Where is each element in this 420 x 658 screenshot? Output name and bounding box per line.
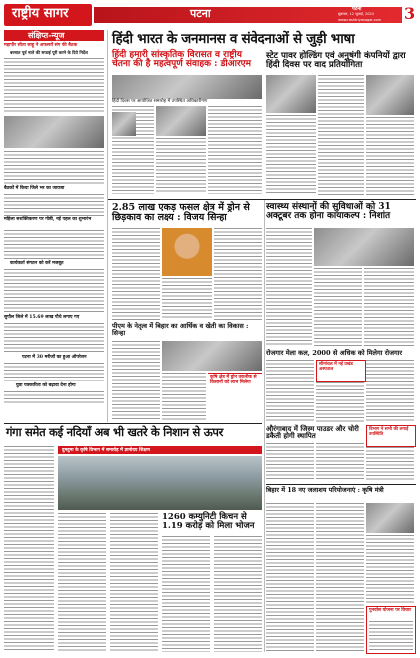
lead-subhead: हिंदी हमारी सांस्कृतिक विरासत व राष्ट्रीय चेतना की है महत्वपूर्ण संवाहक : डीआरएम	[112, 50, 251, 70]
aurangabad-body	[316, 443, 364, 481]
health-body	[364, 268, 414, 346]
ganga-body	[110, 513, 158, 652]
left-column	[4, 30, 104, 405]
bottom-right-body	[366, 535, 414, 603]
brief-subhead: बरसात पूर्व नाले की सफाई पूरी करने के दिये निर्देश	[10, 50, 88, 55]
brief-headline: महिला सशक्तिकरण पर गोष्ठी, नई पहल का शुभारंभ	[4, 217, 92, 222]
middle-quote-caption: कृषि क्षेत्र में ड्रोन तकनीक से किसानों को लाभ मिलेगा	[210, 375, 257, 385]
page-number: 3	[404, 4, 416, 23]
health-body	[266, 228, 312, 346]
middle-body	[162, 278, 212, 320]
aurangabad-body	[366, 447, 414, 481]
brief-body-text	[4, 58, 104, 114]
brief-body-text	[4, 323, 104, 353]
lead-photo-caption: हिंदी दिवस पर आयोजित समारोह में उपस्थित अधिकारीगण	[112, 99, 208, 104]
job-fair-headline: रोजगार मेला कल, 2000 से अधिक को मिलेगा रोजगार	[266, 349, 403, 357]
section-title: संक्षिप्त-न्यूज	[28, 30, 65, 40]
small-news-box-title: विभाग ने सभी की लगाई उपस्थिति	[369, 427, 409, 437]
bottom-right-headline: बिहार में 18 नए जलाशय परियोजनाएं : कृषि मंत्री	[266, 486, 384, 494]
masthead-logo-box	[4, 4, 92, 26]
bottom-right-photo	[366, 503, 414, 533]
middle-sub-headline: पीएम के नेतृत्व में बिहार का आर्थिक व खेती का विकास : सिन्हा	[112, 322, 249, 337]
ganga-flood-photo	[58, 456, 262, 510]
ganga-photo-kicker-box	[58, 446, 262, 454]
brief-body-text	[4, 230, 104, 260]
brief-headline: सुपौल जिले में 15.69 लाख पौधे लगाए गए	[4, 315, 80, 320]
health-photo	[314, 228, 414, 266]
horizontal-rule	[108, 199, 416, 200]
brief-headline: पटना में 30 मरीजों का हुआ ऑपरेशन	[22, 355, 87, 360]
lead-photo	[112, 75, 262, 99]
ganga-photo-kicker: दुमदुमा के कृषि विभाग में समारोह में ज्ञानोदय शिक्षण	[62, 448, 150, 453]
masthead-logo: राष्ट्रीय सागर	[12, 6, 69, 21]
bottom-right-body	[266, 503, 314, 652]
right-top-photo-2	[366, 75, 414, 115]
ganga-body	[58, 513, 106, 652]
middle-body	[112, 341, 160, 421]
ganga-body	[4, 446, 54, 652]
middle-quote-box	[208, 373, 262, 422]
masthead-city: पटना	[190, 7, 211, 20]
bottom-news-box-title: पुनर्वास योजना पर विचार	[369, 608, 412, 613]
lead-body-col2	[156, 138, 206, 194]
column-separator	[107, 30, 108, 422]
right-top-photo	[266, 75, 316, 113]
right-top-body	[318, 75, 364, 195]
brief-photo	[4, 116, 104, 148]
job-fair-body	[266, 360, 314, 422]
horizontal-rule	[266, 484, 416, 485]
health-headline: स्वास्थ्य संस्थानों की सुविधाओं को 31 अक्टूबर तक होना कायाकल्प : निशांत	[266, 202, 391, 222]
middle-body	[162, 373, 206, 421]
brief-body-text	[4, 391, 104, 405]
aurangabad-body	[266, 443, 314, 481]
right-top-headline: स्टेट पावर होल्डिंग एवं अनुषंगी कंपनियों द्वारा हिंदी दिवस पर वाद प्रतियोगिता	[266, 51, 406, 71]
lead-inset-photo	[112, 112, 136, 136]
brief-body-text	[4, 363, 104, 381]
lead-headline: हिंदी भारत के जनमानस व संवेदनाओं से जुड़ी भाषा	[112, 31, 355, 47]
small-news-box	[316, 360, 366, 382]
kitchen-headline: 1260 कम्युनिटी किचन से 1.19 करोड़ को मिला भोजन	[162, 512, 255, 531]
health-body	[314, 268, 362, 346]
middle-headline: 2.85 लाख एकड़ फसल क्षेत्र में ड्रोन से छिड़काव का लक्ष्य : विजय सिन्हा	[112, 202, 250, 223]
kitchen-body	[162, 536, 210, 652]
masthead-date: शुक्रवार, 12 जुलाई, 2024	[338, 12, 374, 16]
brief-headline: युवा पत्रकारिता को बढ़ावा देना होगा	[16, 383, 76, 388]
column-separator	[264, 200, 265, 652]
page-number-box	[402, 4, 416, 26]
bottom-news-box	[366, 606, 416, 654]
right-top-body	[366, 117, 414, 195]
brief-body-text	[4, 194, 104, 216]
brief-headline: महापौर सीता साहू ने अफसरों संग की बैठक	[4, 43, 78, 48]
bottom-right-body	[316, 503, 364, 652]
bottom-news-box-body	[369, 621, 413, 651]
aurangabad-headline: औरंगाबाद में जिस्म पाउडर और चोरी डकैती होगी स्थापित	[266, 424, 359, 441]
brief-body-text	[4, 151, 104, 185]
job-fair-body	[316, 382, 364, 422]
middle-drone-photo	[162, 341, 262, 371]
masthead-right-city: पटना	[352, 6, 362, 12]
ganga-headline: गंगा समेत कई नदियाँ अब भी खतरे के निशान से ऊपर	[6, 425, 224, 439]
masthead-website: www.rashtriyasagar.com	[338, 18, 382, 22]
lead-photo-2	[156, 106, 206, 136]
small-news-box-title: सीमांचल में नई प्रखंड अस्पताल	[319, 362, 353, 372]
right-top-body	[266, 115, 316, 195]
lead-body-col3	[208, 106, 262, 194]
section-title-box	[4, 30, 104, 41]
brief-body-text	[4, 269, 104, 313]
kitchen-body	[214, 536, 262, 652]
middle-body	[214, 228, 262, 320]
brief-headline: कार्यकर्ता संगठन को करें मजबूत	[10, 261, 64, 266]
job-fair-body	[366, 360, 414, 422]
middle-body	[112, 228, 160, 320]
small-news-box	[366, 425, 416, 447]
horizontal-rule	[4, 423, 262, 424]
brief-headline: बैठकों में किया जिले भर का जायजा	[4, 186, 65, 191]
middle-portrait	[162, 228, 212, 276]
